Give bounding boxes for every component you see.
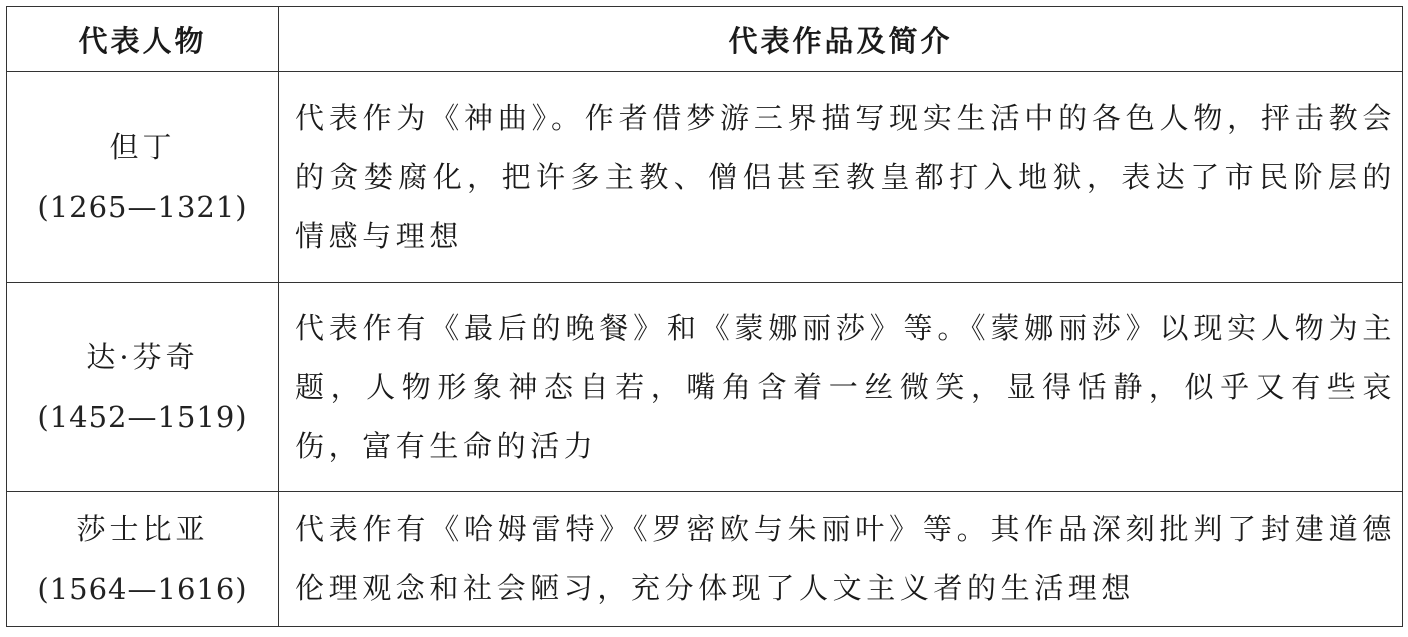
representative-figures-table [6, 6, 1403, 627]
person-years: (1452—1519) [37, 400, 248, 434]
works-description: 代表作有《最后的晚餐》和《蒙娜丽莎》等。《蒙娜丽莎》以现实人物为主题，人物形象神态自若，嘴角含着一丝微笑，显得恬静，似乎又有些哀伤，富有生命的活力 [279, 283, 1403, 492]
table-row [7, 492, 1403, 627]
header-person: 代表人物 [7, 7, 279, 72]
table-row [7, 283, 1403, 492]
works-description: 代表作为《神曲》。作者借梦游三界描写现实生活中的各色人物，抨击教会的贪婪腐化，把许多主教、僧侣甚至教皇都打入地狱，表达了市民阶层的情感与理想 [279, 72, 1403, 283]
person-cell [7, 283, 279, 492]
person-years: (1265—1321) [37, 190, 248, 224]
header-works: 代表作品及简介 [279, 7, 1403, 72]
works-description: 代表作有《哈姆雷特》《罗密欧与朱丽叶》等。其作品深刻批判了封建道德伦理观念和社会陋习，充分体现了人文主义者的生活理想 [279, 492, 1403, 627]
person-name: 但丁 [109, 130, 176, 164]
person-name: 莎士比亚 [76, 512, 209, 546]
person-cell [7, 72, 279, 283]
person-cell [7, 492, 279, 627]
person-years: (1564—1616) [37, 572, 248, 606]
table-row [7, 72, 1403, 283]
table-header-row [7, 7, 1403, 72]
person-name: 达·芬奇 [86, 340, 199, 374]
